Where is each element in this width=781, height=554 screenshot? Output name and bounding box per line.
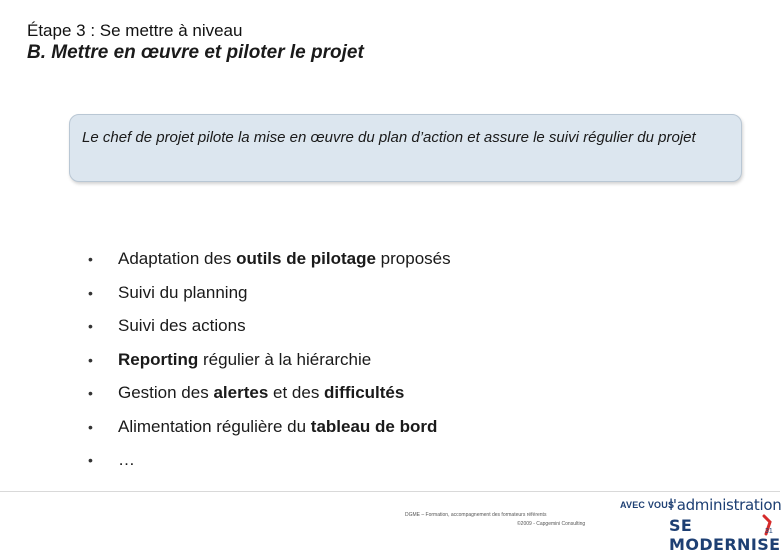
bullet-marker: • xyxy=(88,284,93,301)
footer-divider xyxy=(0,491,780,492)
bullet-marker: • xyxy=(88,385,93,401)
bullet-text-bold: difficultés xyxy=(324,383,405,402)
bullet-text-bold: Reporting xyxy=(118,349,199,369)
bullet-text xyxy=(118,313,246,339)
bullet-item xyxy=(88,414,451,448)
logo-administration: l'administration xyxy=(669,496,781,514)
section-title: B. Mettre en œuvre et piloter le projet xyxy=(27,42,364,63)
bullet-text xyxy=(118,380,404,406)
bullet-item xyxy=(88,380,451,414)
bullet-item xyxy=(88,313,451,347)
bullet-text xyxy=(118,447,135,473)
callout-box xyxy=(69,114,742,182)
bullet-item xyxy=(88,347,451,381)
bullet-list xyxy=(88,246,451,481)
page-number: 31 xyxy=(765,528,773,535)
bullet-item xyxy=(88,447,451,481)
bullet-text xyxy=(118,347,371,373)
bullet-text xyxy=(118,246,451,272)
bullet-text-bold: outils de pilotage xyxy=(236,249,376,268)
bullet-text-part: Gestion des xyxy=(118,383,214,402)
logo-se-modernise: SE MODERNISE xyxy=(669,516,781,554)
logo-avec-vous: AVEC VOUS xyxy=(620,500,675,510)
bullet-text-part: et des xyxy=(268,383,325,402)
bullet-marker: • xyxy=(88,318,93,334)
bullet-text-part: Suivi du planning xyxy=(118,282,248,302)
bullet-item xyxy=(88,246,451,280)
bullet-marker: • xyxy=(88,251,93,267)
bullet-text-part: proposés xyxy=(375,249,451,268)
footer-note-line2: ©2009 - Capgemini Consulting xyxy=(517,521,586,527)
bullet-text-bold: tableau de bord xyxy=(310,416,438,436)
bullet-item xyxy=(88,280,451,314)
bullet-text-part: régulier à la hiérarchie xyxy=(198,349,372,369)
bullet-text-part: Suivi des actions xyxy=(118,316,246,335)
callout-text: Le chef de projet pilote la mise en œuvre du plan d’action et assure le suivi régulier du projet xyxy=(82,129,696,146)
footer-note-line1: DGME – Formation, accompagnement des formateurs référents xyxy=(405,512,547,518)
bullet-marker: • xyxy=(88,418,93,435)
bullet-text-part: Alimentation régulière du xyxy=(118,416,311,436)
bullet-marker: • xyxy=(88,452,93,468)
footer-note xyxy=(405,511,615,529)
bullet-text-part: … xyxy=(118,450,135,469)
bullet-text xyxy=(118,280,247,306)
step-title: Étape 3 : Se mettre à niveau xyxy=(27,21,243,40)
slide-header xyxy=(27,20,364,64)
bullet-text-part: Adaptation des xyxy=(118,249,237,268)
modernisation-logo xyxy=(620,496,781,554)
bullet-text xyxy=(118,414,437,440)
bullet-marker: • xyxy=(88,351,93,368)
bullet-text-bold: alertes xyxy=(213,383,269,402)
